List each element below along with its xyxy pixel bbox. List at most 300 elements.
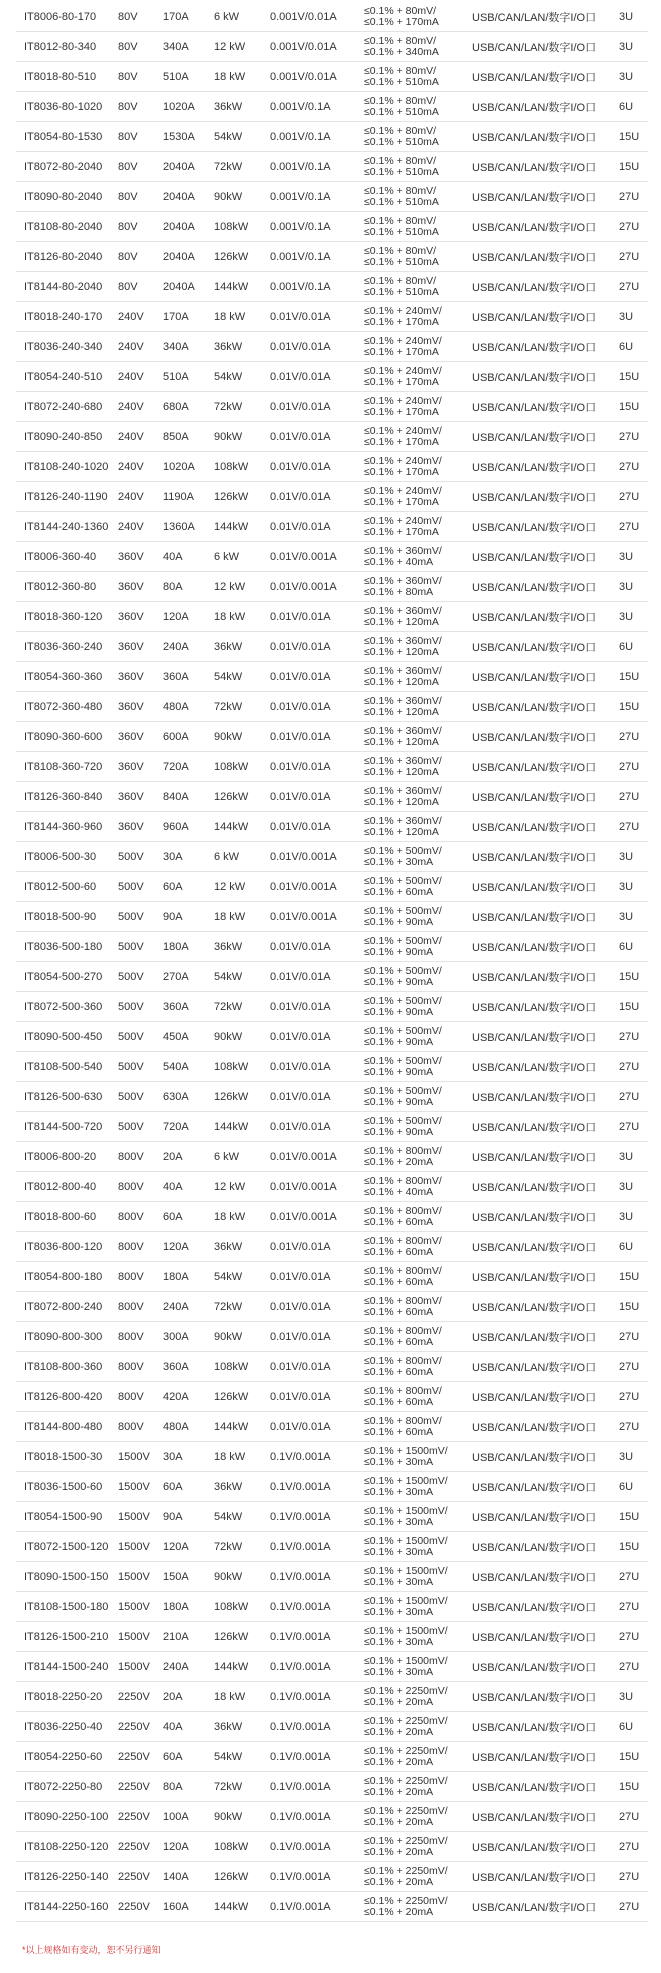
resolution-cell: 0.01V/0.01A bbox=[270, 1120, 331, 1133]
table-row bbox=[16, 212, 648, 242]
accuracy-voltage: ≤0.1% + 1500mV/ bbox=[364, 1444, 448, 1457]
interface-cell: USB/CAN/LAN/数字I/O口 bbox=[472, 671, 597, 684]
size-cell: 27U bbox=[619, 1060, 640, 1073]
interface-cell: USB/CAN/LAN/数字I/O口 bbox=[472, 1001, 597, 1014]
accuracy-voltage: ≤0.1% + 500mV/ bbox=[364, 934, 442, 947]
size-cell: 3U bbox=[619, 1690, 634, 1703]
current-cell: 160A bbox=[163, 1900, 189, 1913]
model-cell: IT8126-1500-210 bbox=[24, 1630, 109, 1643]
interface-cell: USB/CAN/LAN/数字I/O口 bbox=[472, 911, 597, 924]
accuracy-current: ≤0.1% + 20mA bbox=[364, 1845, 434, 1858]
power-cell: 72kW bbox=[214, 1780, 243, 1793]
accuracy-voltage: ≤0.1% + 2250mV/ bbox=[364, 1774, 448, 1787]
accuracy-cell bbox=[364, 122, 474, 151]
accuracy-voltage: ≤0.1% + 1500mV/ bbox=[364, 1534, 448, 1547]
current-cell: 60A bbox=[163, 880, 183, 893]
accuracy-cell bbox=[364, 1892, 474, 1921]
model-cell: IT8072-240-680 bbox=[24, 400, 103, 413]
table-row bbox=[16, 1532, 648, 1562]
interface-cell: USB/CAN/LAN/数字I/O口 bbox=[472, 611, 597, 624]
model-cell: IT8018-1500-30 bbox=[24, 1450, 103, 1463]
accuracy-current: ≤0.1% + 510mA bbox=[364, 105, 439, 118]
accuracy-voltage: ≤0.1% + 2250mV/ bbox=[364, 1834, 448, 1847]
interface-cell: USB/CAN/LAN/数字I/O口 bbox=[472, 1631, 597, 1644]
model-cell: IT8012-80-340 bbox=[24, 40, 97, 53]
accuracy-current: ≤0.1% + 120mA bbox=[364, 615, 439, 628]
accuracy-current: ≤0.1% + 510mA bbox=[364, 165, 439, 178]
accuracy-voltage: ≤0.1% + 360mV/ bbox=[364, 664, 442, 677]
resolution-cell: 0.001V/0.1A bbox=[270, 250, 331, 263]
table-row bbox=[16, 1592, 648, 1622]
table-row bbox=[16, 1142, 648, 1172]
current-cell: 2040A bbox=[163, 190, 195, 203]
accuracy-voltage: ≤0.1% + 2250mV/ bbox=[364, 1714, 448, 1727]
current-cell: 40A bbox=[163, 1720, 183, 1733]
table-row bbox=[16, 302, 648, 332]
resolution-cell: 0.01V/0.01A bbox=[270, 820, 331, 833]
accuracy-current: ≤0.1% + 510mA bbox=[364, 225, 439, 238]
accuracy-current: ≤0.1% + 170mA bbox=[364, 15, 439, 28]
table-row bbox=[16, 1622, 648, 1652]
accuracy-cell bbox=[364, 992, 474, 1021]
voltage-cell: 240V bbox=[118, 490, 144, 503]
accuracy-voltage: ≤0.1% + 80mV/ bbox=[364, 244, 437, 257]
accuracy-cell bbox=[364, 1262, 474, 1291]
current-cell: 510A bbox=[163, 70, 189, 83]
table-row bbox=[16, 122, 648, 152]
size-cell: 27U bbox=[619, 1900, 640, 1913]
power-cell: 12 kW bbox=[214, 880, 246, 893]
accuracy-current: ≤0.1% + 170mA bbox=[364, 315, 439, 328]
table-row bbox=[16, 1682, 648, 1712]
table-row bbox=[16, 932, 648, 962]
resolution-cell: 0.1V/0.001A bbox=[270, 1540, 331, 1553]
resolution-cell: 0.01V/0.01A bbox=[270, 1030, 331, 1043]
table-row bbox=[16, 1832, 648, 1862]
table-row bbox=[16, 1472, 648, 1502]
size-cell: 3U bbox=[619, 1150, 634, 1163]
accuracy-voltage: ≤0.1% + 240mV/ bbox=[364, 364, 442, 377]
size-cell: 15U bbox=[619, 1540, 640, 1553]
model-cell: IT8036-500-180 bbox=[24, 940, 103, 953]
power-cell: 126kW bbox=[214, 1630, 249, 1643]
power-cell: 144kW bbox=[214, 1900, 249, 1913]
table-row bbox=[16, 752, 648, 782]
voltage-cell: 80V bbox=[118, 10, 138, 23]
size-cell: 6U bbox=[619, 640, 634, 653]
voltage-cell: 800V bbox=[118, 1270, 144, 1283]
interface-cell: USB/CAN/LAN/数字I/O口 bbox=[472, 1091, 597, 1104]
size-cell: 27U bbox=[619, 1840, 640, 1853]
interface-cell: USB/CAN/LAN/数字I/O口 bbox=[472, 281, 597, 294]
accuracy-voltage: ≤0.1% + 800mV/ bbox=[364, 1414, 442, 1427]
table-row bbox=[16, 962, 648, 992]
model-cell: IT8108-360-720 bbox=[24, 760, 103, 773]
interface-cell: USB/CAN/LAN/数字I/O口 bbox=[472, 461, 597, 474]
table-row bbox=[16, 62, 648, 92]
current-cell: 1020A bbox=[163, 100, 195, 113]
resolution-cell: 0.001V/0.1A bbox=[270, 130, 331, 143]
resolution-cell: 0.1V/0.001A bbox=[270, 1780, 331, 1793]
power-cell: 126kW bbox=[214, 250, 249, 263]
voltage-cell: 80V bbox=[118, 70, 138, 83]
table-row bbox=[16, 1742, 648, 1772]
accuracy-voltage: ≤0.1% + 500mV/ bbox=[364, 844, 442, 857]
resolution-cell: 0.01V/0.01A bbox=[270, 610, 331, 623]
interface-cell: USB/CAN/LAN/数字I/O口 bbox=[472, 371, 597, 384]
accuracy-voltage: ≤0.1% + 360mV/ bbox=[364, 634, 442, 647]
interface-cell: USB/CAN/LAN/数字I/O口 bbox=[472, 821, 597, 834]
resolution-cell: 0.1V/0.001A bbox=[270, 1660, 331, 1673]
accuracy-cell bbox=[364, 812, 474, 841]
interface-cell: USB/CAN/LAN/数字I/O口 bbox=[472, 341, 597, 354]
model-cell: IT8126-500-630 bbox=[24, 1090, 103, 1103]
voltage-cell: 500V bbox=[118, 940, 144, 953]
voltage-cell: 80V bbox=[118, 190, 138, 203]
model-cell: IT8090-500-450 bbox=[24, 1030, 103, 1043]
power-cell: 54kW bbox=[214, 1510, 243, 1523]
table-row bbox=[16, 272, 648, 302]
accuracy-cell bbox=[364, 1232, 474, 1261]
voltage-cell: 80V bbox=[118, 250, 138, 263]
table-row bbox=[16, 1232, 648, 1262]
resolution-cell: 0.001V/0.01A bbox=[270, 40, 337, 53]
interface-cell: USB/CAN/LAN/数字I/O口 bbox=[472, 1301, 597, 1314]
size-cell: 3U bbox=[619, 880, 634, 893]
accuracy-voltage: ≤0.1% + 80mV/ bbox=[364, 154, 437, 167]
model-cell: IT8036-800-120 bbox=[24, 1240, 103, 1253]
accuracy-voltage: ≤0.1% + 1500mV/ bbox=[364, 1654, 448, 1667]
model-cell: IT8018-500-90 bbox=[24, 910, 97, 923]
table-row bbox=[16, 1442, 648, 1472]
voltage-cell: 360V bbox=[118, 640, 144, 653]
interface-cell: USB/CAN/LAN/数字I/O口 bbox=[472, 1241, 597, 1254]
accuracy-current: ≤0.1% + 30mA bbox=[364, 1485, 434, 1498]
resolution-cell: 0.001V/0.1A bbox=[270, 280, 331, 293]
accuracy-cell bbox=[364, 1802, 474, 1831]
interface-cell: USB/CAN/LAN/数字I/O口 bbox=[472, 1571, 597, 1584]
table-row bbox=[16, 812, 648, 842]
accuracy-current: ≤0.1% + 30mA bbox=[364, 1545, 434, 1558]
accuracy-cell bbox=[364, 1592, 474, 1621]
size-cell: 27U bbox=[619, 490, 640, 503]
table-row bbox=[16, 362, 648, 392]
accuracy-voltage: ≤0.1% + 360mV/ bbox=[364, 814, 442, 827]
accuracy-current: ≤0.1% + 90mA bbox=[364, 915, 434, 928]
table-row bbox=[16, 332, 648, 362]
model-cell: IT8108-1500-180 bbox=[24, 1600, 109, 1613]
accuracy-voltage: ≤0.1% + 360mV/ bbox=[364, 784, 442, 797]
spec-table bbox=[16, 2, 648, 1922]
resolution-cell: 0.1V/0.001A bbox=[270, 1810, 331, 1823]
voltage-cell: 1500V bbox=[118, 1600, 150, 1613]
size-cell: 15U bbox=[619, 130, 640, 143]
resolution-cell: 0.01V/0.01A bbox=[270, 790, 331, 803]
model-cell: IT8108-80-2040 bbox=[24, 220, 103, 233]
accuracy-cell bbox=[364, 962, 474, 991]
voltage-cell: 80V bbox=[118, 100, 138, 113]
interface-cell: USB/CAN/LAN/数字I/O口 bbox=[472, 1541, 597, 1554]
accuracy-voltage: ≤0.1% + 500mV/ bbox=[364, 1024, 442, 1037]
accuracy-voltage: ≤0.1% + 80mV/ bbox=[364, 34, 437, 47]
accuracy-current: ≤0.1% + 90mA bbox=[364, 1095, 434, 1108]
accuracy-voltage: ≤0.1% + 800mV/ bbox=[364, 1354, 442, 1367]
accuracy-voltage: ≤0.1% + 360mV/ bbox=[364, 724, 442, 737]
model-cell: IT8126-360-840 bbox=[24, 790, 103, 803]
interface-cell: USB/CAN/LAN/数字I/O口 bbox=[472, 1661, 597, 1674]
accuracy-cell bbox=[364, 1862, 474, 1891]
accuracy-current: ≤0.1% + 30mA bbox=[364, 1665, 434, 1678]
voltage-cell: 360V bbox=[118, 700, 144, 713]
accuracy-cell bbox=[364, 272, 474, 301]
model-cell: IT8006-80-170 bbox=[24, 10, 97, 23]
resolution-cell: 0.1V/0.001A bbox=[270, 1690, 331, 1703]
resolution-cell: 0.01V/0.01A bbox=[270, 1420, 331, 1433]
size-cell: 15U bbox=[619, 1270, 640, 1283]
interface-cell: USB/CAN/LAN/数字I/O口 bbox=[472, 1361, 597, 1374]
current-cell: 2040A bbox=[163, 160, 195, 173]
power-cell: 72kW bbox=[214, 700, 243, 713]
power-cell: 36kW bbox=[214, 940, 243, 953]
accuracy-current: ≤0.1% + 30mA bbox=[364, 1605, 434, 1618]
voltage-cell: 800V bbox=[118, 1150, 144, 1163]
accuracy-current: ≤0.1% + 20mA bbox=[364, 1725, 434, 1738]
current-cell: 360A bbox=[163, 1360, 189, 1373]
accuracy-cell bbox=[364, 1142, 474, 1171]
power-cell: 108kW bbox=[214, 460, 249, 473]
size-cell: 3U bbox=[619, 70, 634, 83]
accuracy-current: ≤0.1% + 510mA bbox=[364, 255, 439, 268]
accuracy-cell bbox=[364, 1022, 474, 1051]
size-cell: 6U bbox=[619, 340, 634, 353]
power-cell: 36kW bbox=[214, 1480, 243, 1493]
size-cell: 27U bbox=[619, 1810, 640, 1823]
interface-cell: USB/CAN/LAN/数字I/O口 bbox=[472, 1721, 597, 1734]
power-cell: 72kW bbox=[214, 1540, 243, 1553]
voltage-cell: 800V bbox=[118, 1300, 144, 1313]
accuracy-cell bbox=[364, 722, 474, 751]
accuracy-cell bbox=[364, 482, 474, 511]
model-cell: IT8108-240-1020 bbox=[24, 460, 109, 473]
table-row bbox=[16, 902, 648, 932]
table-row bbox=[16, 152, 648, 182]
table-row bbox=[16, 1382, 648, 1412]
interface-cell: USB/CAN/LAN/数字I/O口 bbox=[472, 1421, 597, 1434]
table-row bbox=[16, 182, 648, 212]
accuracy-cell bbox=[364, 362, 474, 391]
accuracy-voltage: ≤0.1% + 1500mV/ bbox=[364, 1474, 448, 1487]
accuracy-cell bbox=[364, 692, 474, 721]
voltage-cell: 500V bbox=[118, 1060, 144, 1073]
current-cell: 1360A bbox=[163, 520, 195, 533]
accuracy-cell bbox=[364, 242, 474, 271]
table-row bbox=[16, 1412, 648, 1442]
voltage-cell: 360V bbox=[118, 610, 144, 623]
accuracy-current: ≤0.1% + 20mA bbox=[364, 1785, 434, 1798]
current-cell: 120A bbox=[163, 1540, 189, 1553]
accuracy-cell bbox=[364, 1832, 474, 1861]
current-cell: 40A bbox=[163, 1180, 183, 1193]
power-cell: 6 kW bbox=[214, 1150, 240, 1163]
accuracy-cell bbox=[364, 572, 474, 601]
resolution-cell: 0.01V/0.01A bbox=[270, 970, 331, 983]
table-row bbox=[16, 692, 648, 722]
resolution-cell: 0.001V/0.01A bbox=[270, 70, 337, 83]
voltage-cell: 1500V bbox=[118, 1630, 150, 1643]
accuracy-cell bbox=[364, 1382, 474, 1411]
resolution-cell: 0.01V/0.01A bbox=[270, 940, 331, 953]
current-cell: 180A bbox=[163, 940, 189, 953]
interface-cell: USB/CAN/LAN/数字I/O口 bbox=[472, 701, 597, 714]
current-cell: 180A bbox=[163, 1270, 189, 1283]
model-cell: IT8018-360-120 bbox=[24, 610, 103, 623]
accuracy-voltage: ≤0.1% + 80mV/ bbox=[364, 94, 437, 107]
table-row bbox=[16, 1892, 648, 1922]
current-cell: 30A bbox=[163, 1450, 183, 1463]
current-cell: 20A bbox=[163, 1690, 183, 1703]
table-row bbox=[16, 2, 648, 32]
voltage-cell: 500V bbox=[118, 970, 144, 983]
accuracy-cell bbox=[364, 842, 474, 871]
size-cell: 15U bbox=[619, 700, 640, 713]
table-row bbox=[16, 32, 648, 62]
resolution-cell: 0.01V/0.01A bbox=[270, 310, 331, 323]
size-cell: 27U bbox=[619, 220, 640, 233]
power-cell: 72kW bbox=[214, 1300, 243, 1313]
current-cell: 1530A bbox=[163, 130, 195, 143]
current-cell: 630A bbox=[163, 1090, 189, 1103]
table-row bbox=[16, 1052, 648, 1082]
size-cell: 6U bbox=[619, 100, 634, 113]
accuracy-cell bbox=[364, 1322, 474, 1351]
accuracy-current: ≤0.1% + 20mA bbox=[364, 1755, 434, 1768]
current-cell: 80A bbox=[163, 580, 183, 593]
accuracy-cell bbox=[364, 1772, 474, 1801]
interface-cell: USB/CAN/LAN/数字I/O口 bbox=[472, 1061, 597, 1074]
table-row bbox=[16, 572, 648, 602]
voltage-cell: 800V bbox=[118, 1390, 144, 1403]
model-cell: IT8144-2250-160 bbox=[24, 1900, 109, 1913]
model-cell: IT8018-80-510 bbox=[24, 70, 97, 83]
resolution-cell: 0.1V/0.001A bbox=[270, 1840, 331, 1853]
accuracy-current: ≤0.1% + 510mA bbox=[364, 285, 439, 298]
accuracy-cell bbox=[364, 662, 474, 691]
accuracy-current: ≤0.1% + 510mA bbox=[364, 195, 439, 208]
voltage-cell: 360V bbox=[118, 580, 144, 593]
accuracy-cell bbox=[364, 392, 474, 421]
accuracy-voltage: ≤0.1% + 800mV/ bbox=[364, 1174, 442, 1187]
power-cell: 72kW bbox=[214, 160, 243, 173]
voltage-cell: 2250V bbox=[118, 1840, 150, 1853]
current-cell: 140A bbox=[163, 1870, 189, 1883]
accuracy-current: ≤0.1% + 120mA bbox=[364, 795, 439, 808]
model-cell: IT8144-360-960 bbox=[24, 820, 103, 833]
model-cell: IT8144-500-720 bbox=[24, 1120, 103, 1133]
current-cell: 2040A bbox=[163, 280, 195, 293]
accuracy-current: ≤0.1% + 90mA bbox=[364, 1125, 434, 1138]
accuracy-current: ≤0.1% + 170mA bbox=[364, 405, 439, 418]
accuracy-voltage: ≤0.1% + 2250mV/ bbox=[364, 1684, 448, 1697]
accuracy-voltage: ≤0.1% + 360mV/ bbox=[364, 694, 442, 707]
size-cell: 3U bbox=[619, 1450, 634, 1463]
current-cell: 60A bbox=[163, 1210, 183, 1223]
voltage-cell: 1500V bbox=[118, 1450, 150, 1463]
table-row bbox=[16, 1202, 648, 1232]
accuracy-current: ≤0.1% + 90mA bbox=[364, 1005, 434, 1018]
interface-cell: USB/CAN/LAN/数字I/O口 bbox=[472, 491, 597, 504]
power-cell: 144kW bbox=[214, 280, 249, 293]
current-cell: 240A bbox=[163, 1300, 189, 1313]
voltage-cell: 240V bbox=[118, 520, 144, 533]
current-cell: 90A bbox=[163, 1510, 183, 1523]
power-cell: 90kW bbox=[214, 1810, 243, 1823]
accuracy-cell bbox=[364, 422, 474, 451]
power-cell: 54kW bbox=[214, 1750, 243, 1763]
table-row bbox=[16, 92, 648, 122]
voltage-cell: 500V bbox=[118, 1030, 144, 1043]
accuracy-current: ≤0.1% + 60mA bbox=[364, 1395, 434, 1408]
table-row bbox=[16, 782, 648, 812]
interface-cell: USB/CAN/LAN/数字I/O口 bbox=[472, 1841, 597, 1854]
accuracy-current: ≤0.1% + 60mA bbox=[364, 1305, 434, 1318]
voltage-cell: 1500V bbox=[118, 1570, 150, 1583]
power-cell: 36kW bbox=[214, 100, 243, 113]
accuracy-voltage: ≤0.1% + 1500mV/ bbox=[364, 1504, 448, 1517]
power-cell: 72kW bbox=[214, 400, 243, 413]
resolution-cell: 0.1V/0.001A bbox=[270, 1510, 331, 1523]
size-cell: 3U bbox=[619, 40, 634, 53]
interface-cell: USB/CAN/LAN/数字I/O口 bbox=[472, 1331, 597, 1344]
interface-cell: USB/CAN/LAN/数字I/O口 bbox=[472, 221, 597, 234]
interface-cell: USB/CAN/LAN/数字I/O口 bbox=[472, 1271, 597, 1284]
power-cell: 18 kW bbox=[214, 1690, 246, 1703]
size-cell: 27U bbox=[619, 1660, 640, 1673]
size-cell: 27U bbox=[619, 280, 640, 293]
model-cell: IT8006-360-40 bbox=[24, 550, 97, 563]
power-cell: 90kW bbox=[214, 730, 243, 743]
voltage-cell: 2250V bbox=[118, 1780, 150, 1793]
power-cell: 54kW bbox=[214, 130, 243, 143]
accuracy-voltage: ≤0.1% + 2250mV/ bbox=[364, 1744, 448, 1757]
table-row bbox=[16, 1262, 648, 1292]
model-cell: IT8054-240-510 bbox=[24, 370, 103, 383]
current-cell: 80A bbox=[163, 1780, 183, 1793]
accuracy-voltage: ≤0.1% + 2250mV/ bbox=[364, 1804, 448, 1817]
current-cell: 60A bbox=[163, 1480, 183, 1493]
interface-cell: USB/CAN/LAN/数字I/O口 bbox=[472, 311, 597, 324]
accuracy-voltage: ≤0.1% + 2250mV/ bbox=[364, 1864, 448, 1877]
accuracy-current: ≤0.1% + 120mA bbox=[364, 765, 439, 778]
table-row bbox=[16, 662, 648, 692]
accuracy-voltage: ≤0.1% + 80mV/ bbox=[364, 124, 437, 137]
model-cell: IT8126-240-1190 bbox=[24, 490, 108, 503]
resolution-cell: 0.01V/0.001A bbox=[270, 880, 337, 893]
size-cell: 27U bbox=[619, 1600, 640, 1613]
size-cell: 3U bbox=[619, 1180, 634, 1193]
power-cell: 12 kW bbox=[214, 580, 246, 593]
current-cell: 540A bbox=[163, 1060, 189, 1073]
model-cell: IT8018-800-60 bbox=[24, 1210, 97, 1223]
interface-cell: USB/CAN/LAN/数字I/O口 bbox=[472, 1391, 597, 1404]
current-cell: 90A bbox=[163, 910, 183, 923]
accuracy-voltage: ≤0.1% + 240mV/ bbox=[364, 514, 442, 527]
resolution-cell: 0.01V/0.001A bbox=[270, 850, 337, 863]
interface-cell: USB/CAN/LAN/数字I/O口 bbox=[472, 251, 597, 264]
power-cell: 6 kW bbox=[214, 850, 240, 863]
voltage-cell: 1500V bbox=[118, 1660, 150, 1673]
power-cell: 90kW bbox=[214, 1570, 243, 1583]
table-row bbox=[16, 632, 648, 662]
